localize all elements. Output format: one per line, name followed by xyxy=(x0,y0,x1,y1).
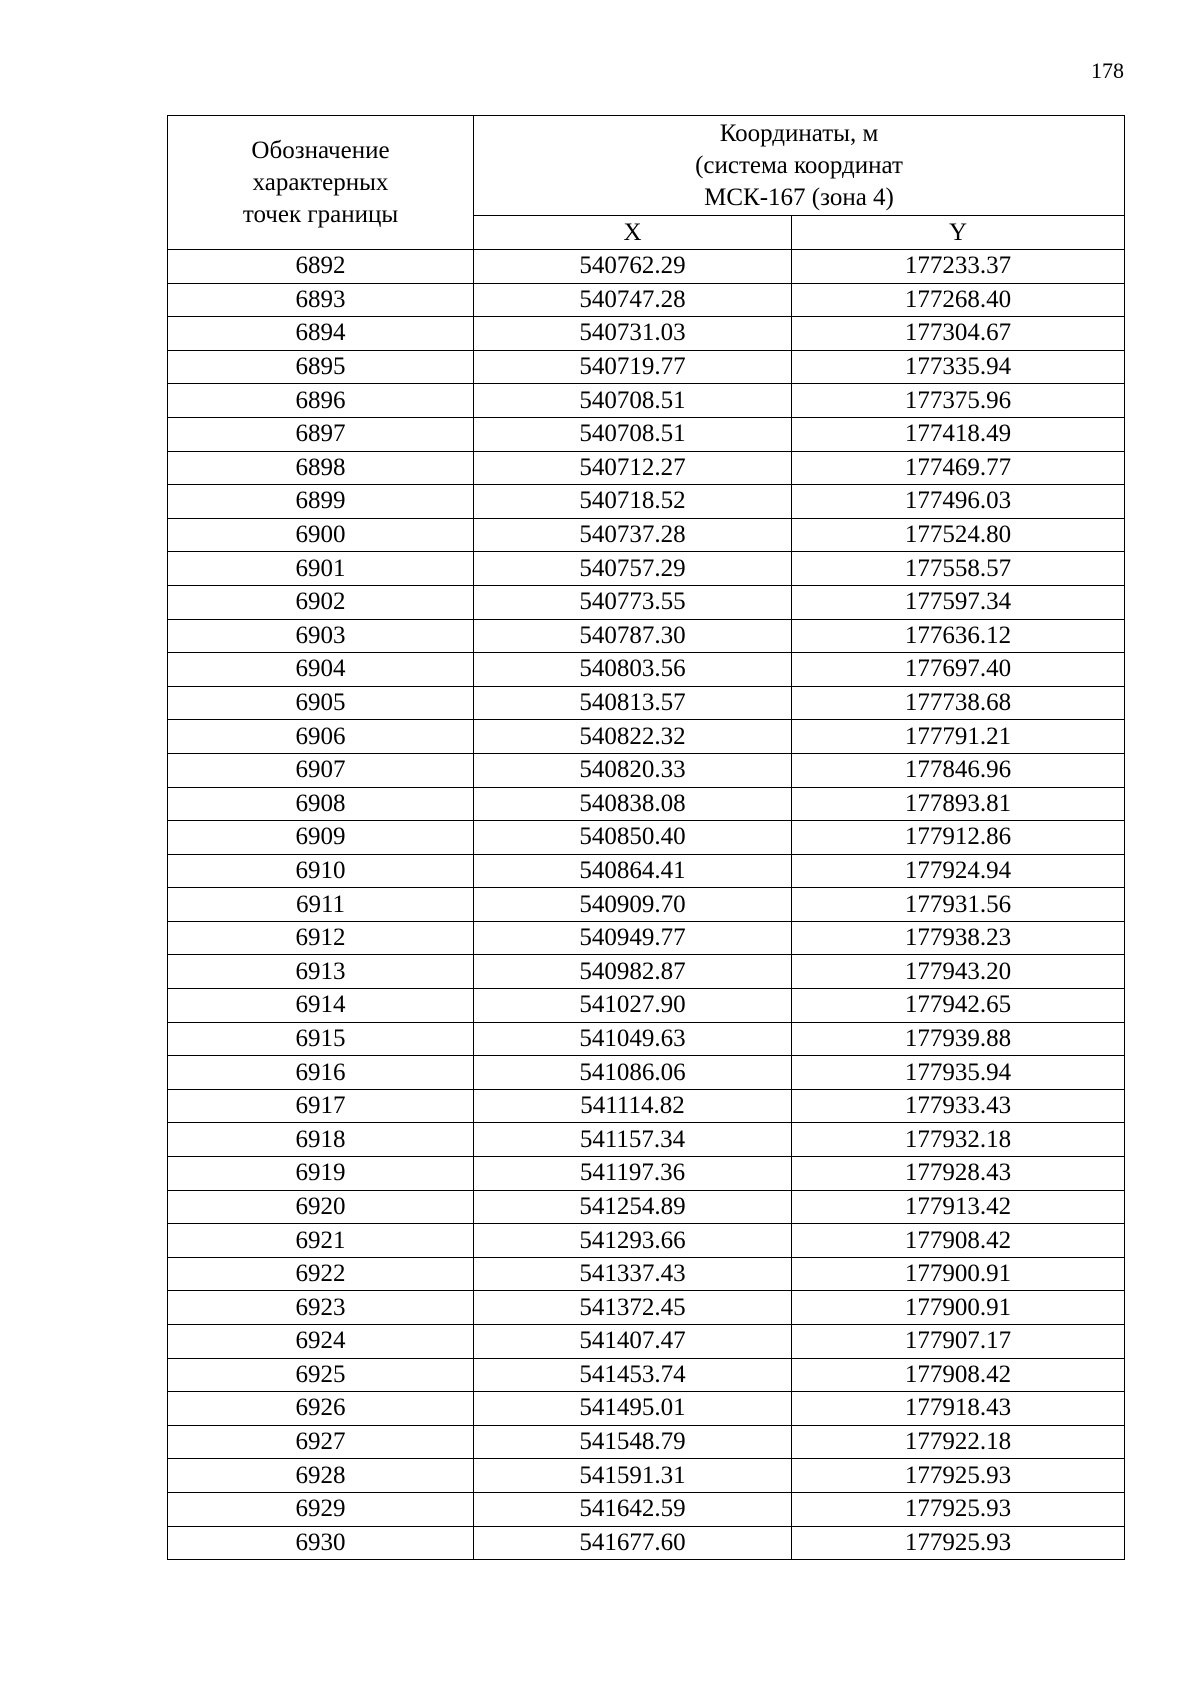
point-cell: 6907 xyxy=(168,753,474,787)
y-coordinate-cell: 177928.43 xyxy=(792,1157,1125,1191)
x-coordinate-cell: 540803.56 xyxy=(474,653,792,687)
point-cell: 6894 xyxy=(168,317,474,351)
point-cell: 6892 xyxy=(168,250,474,284)
y-coordinate-cell: 177791.21 xyxy=(792,720,1125,754)
table-row xyxy=(168,753,1125,787)
table-row xyxy=(168,787,1125,821)
x-coordinate-cell: 540747.28 xyxy=(474,283,792,317)
table-row xyxy=(168,283,1125,317)
point-cell: 6902 xyxy=(168,585,474,619)
table-row xyxy=(168,989,1125,1023)
y-coordinate-cell: 177418.49 xyxy=(792,417,1125,451)
point-cell: 6920 xyxy=(168,1190,474,1224)
x-coordinate-cell: 540949.77 xyxy=(474,921,792,955)
table-row xyxy=(168,1089,1125,1123)
point-cell: 6915 xyxy=(168,1022,474,1056)
table-row xyxy=(168,653,1125,687)
table-row xyxy=(168,451,1125,485)
x-coordinate-cell: 541027.90 xyxy=(474,989,792,1023)
coordinates-header-line: МСК-167 (зона 4) xyxy=(704,183,894,211)
point-cell: 6929 xyxy=(168,1492,474,1526)
x-coordinate-cell: 541049.63 xyxy=(474,1022,792,1056)
y-coordinate-cell: 177912.86 xyxy=(792,821,1125,855)
table-row xyxy=(168,585,1125,619)
table-row xyxy=(168,1358,1125,1392)
table-row xyxy=(168,250,1125,284)
table-row xyxy=(168,888,1125,922)
y-coordinate-cell: 177900.91 xyxy=(792,1291,1125,1325)
point-cell: 6896 xyxy=(168,384,474,418)
table-row xyxy=(168,1224,1125,1258)
x-coordinate-cell: 541548.79 xyxy=(474,1425,792,1459)
x-coordinate-cell: 540838.08 xyxy=(474,787,792,821)
y-coordinate-cell: 177938.23 xyxy=(792,921,1125,955)
coordinates-header-line: Координаты, м xyxy=(719,119,879,147)
table-row xyxy=(168,921,1125,955)
point-cell: 6912 xyxy=(168,921,474,955)
y-coordinate-cell: 177846.96 xyxy=(792,753,1125,787)
y-coordinate-cell: 177469.77 xyxy=(792,451,1125,485)
x-coordinate-cell: 540864.41 xyxy=(474,854,792,888)
point-cell: 6913 xyxy=(168,955,474,989)
point-cell: 6906 xyxy=(168,720,474,754)
y-coordinate-cell: 177922.18 xyxy=(792,1425,1125,1459)
y-coordinate-cell: 177942.65 xyxy=(792,989,1125,1023)
designation-header-line: Обозначение xyxy=(251,136,390,164)
table-row xyxy=(168,1123,1125,1157)
x-coordinate-cell: 541254.89 xyxy=(474,1190,792,1224)
table-row xyxy=(168,384,1125,418)
table-row xyxy=(168,1492,1125,1526)
table-row xyxy=(168,317,1125,351)
x-coordinate-cell: 540712.27 xyxy=(474,451,792,485)
point-cell: 6924 xyxy=(168,1325,474,1359)
point-cell: 6916 xyxy=(168,1056,474,1090)
table-row xyxy=(168,1526,1125,1560)
table-row xyxy=(168,686,1125,720)
table-row xyxy=(168,1291,1125,1325)
point-cell: 6903 xyxy=(168,619,474,653)
table-row xyxy=(168,485,1125,519)
point-cell: 6910 xyxy=(168,854,474,888)
coordinates-header-line: (система координат xyxy=(695,151,903,179)
designation-header xyxy=(168,116,474,250)
designation-header-line: точек границы xyxy=(242,200,399,228)
table-row xyxy=(168,1022,1125,1056)
x-coordinate-cell: 540708.51 xyxy=(474,417,792,451)
designation-header-line: характерных xyxy=(252,168,389,196)
y-coordinate-cell: 177893.81 xyxy=(792,787,1125,821)
y-coordinate-cell: 177925.93 xyxy=(792,1492,1125,1526)
point-cell: 6900 xyxy=(168,518,474,552)
x-coordinate-cell: 541453.74 xyxy=(474,1358,792,1392)
point-cell: 6905 xyxy=(168,686,474,720)
y-coordinate-cell: 177925.93 xyxy=(792,1459,1125,1493)
x-coordinate-cell: 541642.59 xyxy=(474,1492,792,1526)
y-coordinate-cell: 177233.37 xyxy=(792,250,1125,284)
x-coordinate-cell: 540820.33 xyxy=(474,753,792,787)
point-cell: 6926 xyxy=(168,1392,474,1426)
point-cell: 6919 xyxy=(168,1157,474,1191)
point-cell: 6911 xyxy=(168,888,474,922)
table-row xyxy=(168,1392,1125,1426)
point-cell: 6895 xyxy=(168,350,474,384)
point-cell: 6908 xyxy=(168,787,474,821)
y-coordinate-cell: 177268.40 xyxy=(792,283,1125,317)
y-coordinate-cell: 177935.94 xyxy=(792,1056,1125,1090)
table-row xyxy=(168,619,1125,653)
point-cell: 6928 xyxy=(168,1459,474,1493)
point-cell: 6914 xyxy=(168,989,474,1023)
x-coordinate-cell: 540731.03 xyxy=(474,317,792,351)
y-coordinate-cell: 177597.34 xyxy=(792,585,1125,619)
table-row xyxy=(168,1257,1125,1291)
y-coordinate-cell: 177932.18 xyxy=(792,1123,1125,1157)
x-coordinate-cell: 541114.82 xyxy=(474,1089,792,1123)
y-column-header: Y xyxy=(792,216,1125,250)
table-row xyxy=(168,1425,1125,1459)
table-row xyxy=(168,417,1125,451)
y-coordinate-cell: 177558.57 xyxy=(792,552,1125,586)
x-coordinate-cell: 540773.55 xyxy=(474,585,792,619)
x-coordinate-cell: 541337.43 xyxy=(474,1257,792,1291)
x-coordinate-cell: 541407.47 xyxy=(474,1325,792,1359)
y-coordinate-cell: 177913.42 xyxy=(792,1190,1125,1224)
x-coordinate-cell: 540762.29 xyxy=(474,250,792,284)
y-coordinate-cell: 177375.96 xyxy=(792,384,1125,418)
x-coordinate-cell: 540718.52 xyxy=(474,485,792,519)
y-coordinate-cell: 177908.42 xyxy=(792,1224,1125,1258)
x-coordinate-cell: 540982.87 xyxy=(474,955,792,989)
point-cell: 6904 xyxy=(168,653,474,687)
table-row xyxy=(168,854,1125,888)
x-coordinate-cell: 541197.36 xyxy=(474,1157,792,1191)
point-cell: 6897 xyxy=(168,417,474,451)
y-coordinate-cell: 177738.68 xyxy=(792,686,1125,720)
point-cell: 6923 xyxy=(168,1291,474,1325)
table-body xyxy=(168,250,1125,1560)
table-row xyxy=(168,350,1125,384)
point-cell: 6909 xyxy=(168,821,474,855)
table-row xyxy=(168,1459,1125,1493)
y-coordinate-cell: 177697.40 xyxy=(792,653,1125,687)
coordinates-header xyxy=(474,116,1125,216)
x-coordinate-cell: 541677.60 xyxy=(474,1526,792,1560)
x-coordinate-cell: 541591.31 xyxy=(474,1459,792,1493)
x-coordinate-cell: 540737.28 xyxy=(474,518,792,552)
y-coordinate-cell: 177924.94 xyxy=(792,854,1125,888)
y-coordinate-cell: 177939.88 xyxy=(792,1022,1125,1056)
y-coordinate-cell: 177524.80 xyxy=(792,518,1125,552)
x-coordinate-cell: 540813.57 xyxy=(474,686,792,720)
point-cell: 6927 xyxy=(168,1425,474,1459)
x-coordinate-cell: 541495.01 xyxy=(474,1392,792,1426)
x-column-header: X xyxy=(474,216,792,250)
y-coordinate-cell: 177907.17 xyxy=(792,1325,1125,1359)
x-coordinate-cell: 540719.77 xyxy=(474,350,792,384)
y-coordinate-cell: 177335.94 xyxy=(792,350,1125,384)
x-coordinate-cell: 540787.30 xyxy=(474,619,792,653)
table-row xyxy=(168,1325,1125,1359)
x-coordinate-cell: 541372.45 xyxy=(474,1291,792,1325)
y-coordinate-cell: 177925.93 xyxy=(792,1526,1125,1560)
table-row xyxy=(168,518,1125,552)
x-coordinate-cell: 540909.70 xyxy=(474,888,792,922)
table-header xyxy=(168,116,1125,250)
x-coordinate-cell: 541157.34 xyxy=(474,1123,792,1157)
x-coordinate-cell: 541293.66 xyxy=(474,1224,792,1258)
y-coordinate-cell: 177636.12 xyxy=(792,619,1125,653)
table-row xyxy=(168,552,1125,586)
y-coordinate-cell: 177943.20 xyxy=(792,955,1125,989)
point-cell: 6921 xyxy=(168,1224,474,1258)
y-coordinate-cell: 177931.56 xyxy=(792,888,1125,922)
point-cell: 6893 xyxy=(168,283,474,317)
x-coordinate-cell: 541086.06 xyxy=(474,1056,792,1090)
point-cell: 6898 xyxy=(168,451,474,485)
table-row xyxy=(168,955,1125,989)
point-cell: 6917 xyxy=(168,1089,474,1123)
y-coordinate-cell: 177933.43 xyxy=(792,1089,1125,1123)
point-cell: 6930 xyxy=(168,1526,474,1560)
y-coordinate-cell: 177900.91 xyxy=(792,1257,1125,1291)
x-coordinate-cell: 540850.40 xyxy=(474,821,792,855)
point-cell: 6918 xyxy=(168,1123,474,1157)
table-row xyxy=(168,821,1125,855)
y-coordinate-cell: 177918.43 xyxy=(792,1392,1125,1426)
y-coordinate-cell: 177304.67 xyxy=(792,317,1125,351)
coordinates-table xyxy=(167,115,1125,1560)
x-coordinate-cell: 540822.32 xyxy=(474,720,792,754)
point-cell: 6922 xyxy=(168,1257,474,1291)
point-cell: 6899 xyxy=(168,485,474,519)
table-row xyxy=(168,1157,1125,1191)
table-row xyxy=(168,1190,1125,1224)
page-number: 178 xyxy=(1091,58,1124,83)
x-coordinate-cell: 540708.51 xyxy=(474,384,792,418)
point-cell: 6925 xyxy=(168,1358,474,1392)
x-coordinate-cell: 540757.29 xyxy=(474,552,792,586)
y-coordinate-cell: 177908.42 xyxy=(792,1358,1125,1392)
table-row xyxy=(168,720,1125,754)
y-coordinate-cell: 177496.03 xyxy=(792,485,1125,519)
point-cell: 6901 xyxy=(168,552,474,586)
table-row xyxy=(168,1056,1125,1090)
